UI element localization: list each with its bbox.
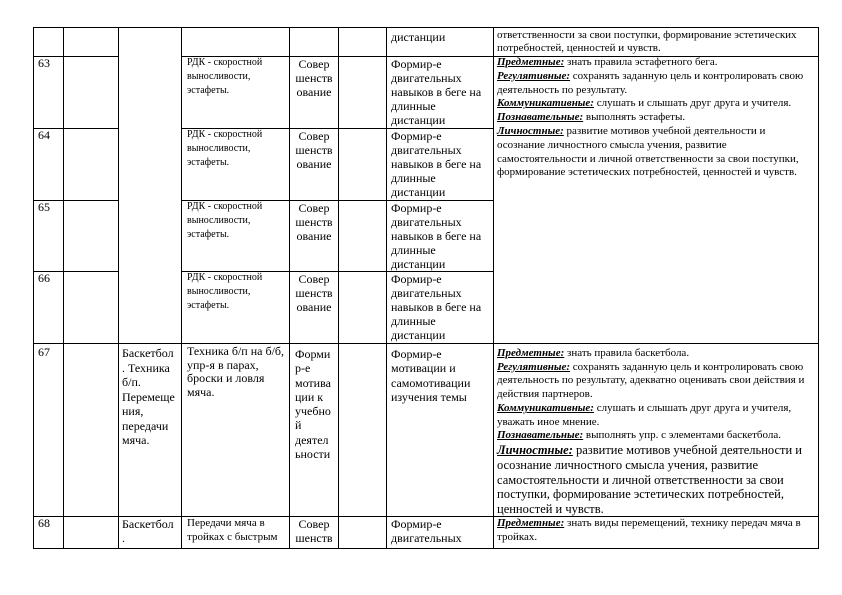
cell-number [33, 516, 64, 549]
lesson-type: Совер шенств [295, 517, 333, 546]
lesson-content: РДК - скоростной выносливости, эстафеты. [187, 57, 263, 96]
cell-empty [338, 128, 387, 201]
lesson-topic: Баскетбол . [122, 517, 174, 545]
cell-results [493, 343, 819, 517]
cell-type-empty [289, 27, 339, 57]
result-text: сохранять заданную цель и контролировать свою деятельность по результату, адекватно оценивать свои действия и действия партнеров. [497, 360, 805, 401]
result-cognitive [497, 111, 818, 125]
cell-type [289, 516, 339, 549]
cell-type [289, 128, 339, 201]
lesson-type: Совер шенств ование [295, 272, 333, 315]
result-label: Личностные: [497, 442, 573, 457]
lesson-goal: Формир-е двигательных навыков в беге на длинные дистанции [391, 57, 482, 127]
lesson-content: РДК - скоростной выносливости, эстафеты. [187, 201, 263, 240]
result-label: Регулятивные: [497, 360, 571, 373]
lesson-type: Совер шенств ование [295, 129, 333, 172]
lesson-type: Форми р-е мотива ции к учебно й деятел ьности [295, 347, 331, 462]
row-number: 63 [38, 56, 50, 70]
cell-number-empty [33, 27, 64, 57]
result-text: слушать и слышать друг друга и учителя, уважать иное мнение. [497, 401, 792, 428]
cell-empty [63, 200, 119, 272]
cell-type [289, 271, 339, 344]
relay-results [494, 56, 818, 180]
lesson-goal: Формир-е двигательных [391, 517, 462, 545]
cell-topic-merged [118, 27, 182, 344]
result-label: Регулятивные: [497, 69, 571, 82]
result-regulatory [497, 70, 818, 98]
cell-empty [63, 271, 119, 344]
result-text: развитие мотивов учебной деятельности и осознание личностного смысла учения, развитие самостоятельности и личной ответственности за свои поступки, формирование эстетических потребностей, ценностей и чувств. [497, 124, 799, 179]
cell-content [181, 128, 290, 201]
cell-empty [63, 516, 119, 549]
cell-type [289, 343, 339, 517]
cell-content [181, 271, 290, 344]
cell-number [33, 56, 64, 129]
cell-relay-results [493, 56, 819, 344]
row-number: 65 [38, 200, 50, 214]
result-text: знать виды перемещений, технику передач мяча в тройках. [497, 517, 801, 543]
result-text: слушать и слышать друг друга и учителя. [593, 97, 792, 110]
cell-goal [386, 56, 494, 129]
result-subject [497, 56, 818, 70]
lesson-goal: дистанции [391, 30, 446, 44]
cell-content [181, 516, 290, 549]
result-label: Предметные: [497, 347, 565, 359]
result-personal [497, 125, 818, 180]
result-communicative [497, 402, 818, 429]
lesson-content: Передачи мяча в тройках с быстрым [187, 517, 278, 543]
cell-content [181, 343, 290, 517]
lesson-type: Совер шенств ование [295, 57, 333, 100]
cell-empty [338, 516, 387, 549]
result-text: выполнять упр. с элементами баскетбола. [583, 429, 781, 442]
cell-number [33, 343, 64, 517]
row-number: 67 [38, 345, 50, 359]
cell-empty [63, 56, 119, 129]
cell-topic [118, 343, 182, 517]
lesson-content: Техника б/п на б/б, упр-я в парах, броски и ловля мяча. [187, 344, 285, 400]
cell-empty [63, 128, 119, 201]
result-label: Коммуникативные: [497, 401, 594, 414]
cell-empty [338, 27, 387, 57]
cell-content [181, 56, 290, 129]
result-label: Познавательные: [497, 111, 584, 124]
cell-empty [63, 343, 119, 517]
lesson-goal: Формир-е двигательных навыков в беге на длинные дистанции [391, 129, 482, 199]
cell-goal [386, 343, 494, 517]
result-communicative [497, 97, 818, 111]
result-label: Предметные: [497, 56, 565, 68]
result-regulatory [497, 361, 818, 402]
passing-results [494, 517, 818, 545]
cell-results [493, 516, 819, 549]
cell-number [33, 128, 64, 201]
cell-number [33, 200, 64, 272]
lesson-content: РДК - скоростной выносливости, эстафеты. [187, 129, 263, 168]
result-text: развитие мотивов учебной деятельности и осознание личностного смысла учения, развитие самостоятельности и личной ответственности за свои поступки, формирование эстетических потребностей, ценностей и чувств. [497, 442, 802, 517]
result-label: Коммуникативные: [497, 97, 594, 110]
lesson-topic: Баскетбол . Техника б/п. Перемеще ния, передачи мяча. [122, 346, 175, 447]
cell-empty [338, 271, 387, 344]
cell-goal [386, 200, 494, 272]
lesson-goal: Формир-е двигательных навыков в беге на длинные дистанции [391, 272, 482, 342]
result-personal [497, 443, 818, 517]
result-text: выполнять эстафеты. [583, 111, 686, 124]
cell-content [181, 200, 290, 272]
cell-number [33, 271, 64, 344]
lesson-goal: Формир-е двигательных навыков в беге на длинные дистанции [391, 201, 482, 271]
row-number: 68 [38, 516, 50, 530]
lesson-goal: Формир-е мотивации и самомотивации изучения темы [391, 347, 471, 404]
cell-topic [118, 516, 182, 549]
row-number: 64 [38, 128, 50, 142]
cell-goal [386, 128, 494, 201]
cell-empty [338, 343, 387, 517]
cell-goal [386, 27, 494, 57]
result-subject [497, 517, 818, 545]
result-cognitive [497, 429, 818, 443]
cell-empty [338, 200, 387, 272]
cell-type [289, 200, 339, 272]
cell-empty [338, 56, 387, 129]
basketball-results [494, 344, 818, 517]
result-text: знать правила баскетбола. [564, 347, 690, 359]
cell-goal [386, 271, 494, 344]
result-text: знать правила эстафетного бега. [564, 56, 718, 68]
result-label: Предметные: [497, 517, 565, 529]
cell-results [493, 27, 819, 57]
cell-content-empty [181, 27, 290, 57]
result-subject [497, 347, 818, 361]
lesson-type: Совер шенств ование [295, 201, 333, 244]
lesson-content: РДК - скоростной выносливости, эстафеты. [187, 272, 263, 311]
result-label: Познавательные: [497, 429, 584, 442]
cell-type [289, 56, 339, 129]
results-text: ответственности за свои поступки, формирование эстетических потребностей, ценностей и чувств. [497, 29, 797, 54]
row-number: 66 [38, 271, 50, 285]
cell-empty [63, 27, 119, 57]
result-label: Личностные: [497, 124, 564, 137]
result-text: сохранять заданную цель и контролировать свою деятельность по результату. [497, 69, 804, 96]
cell-goal [386, 516, 494, 549]
